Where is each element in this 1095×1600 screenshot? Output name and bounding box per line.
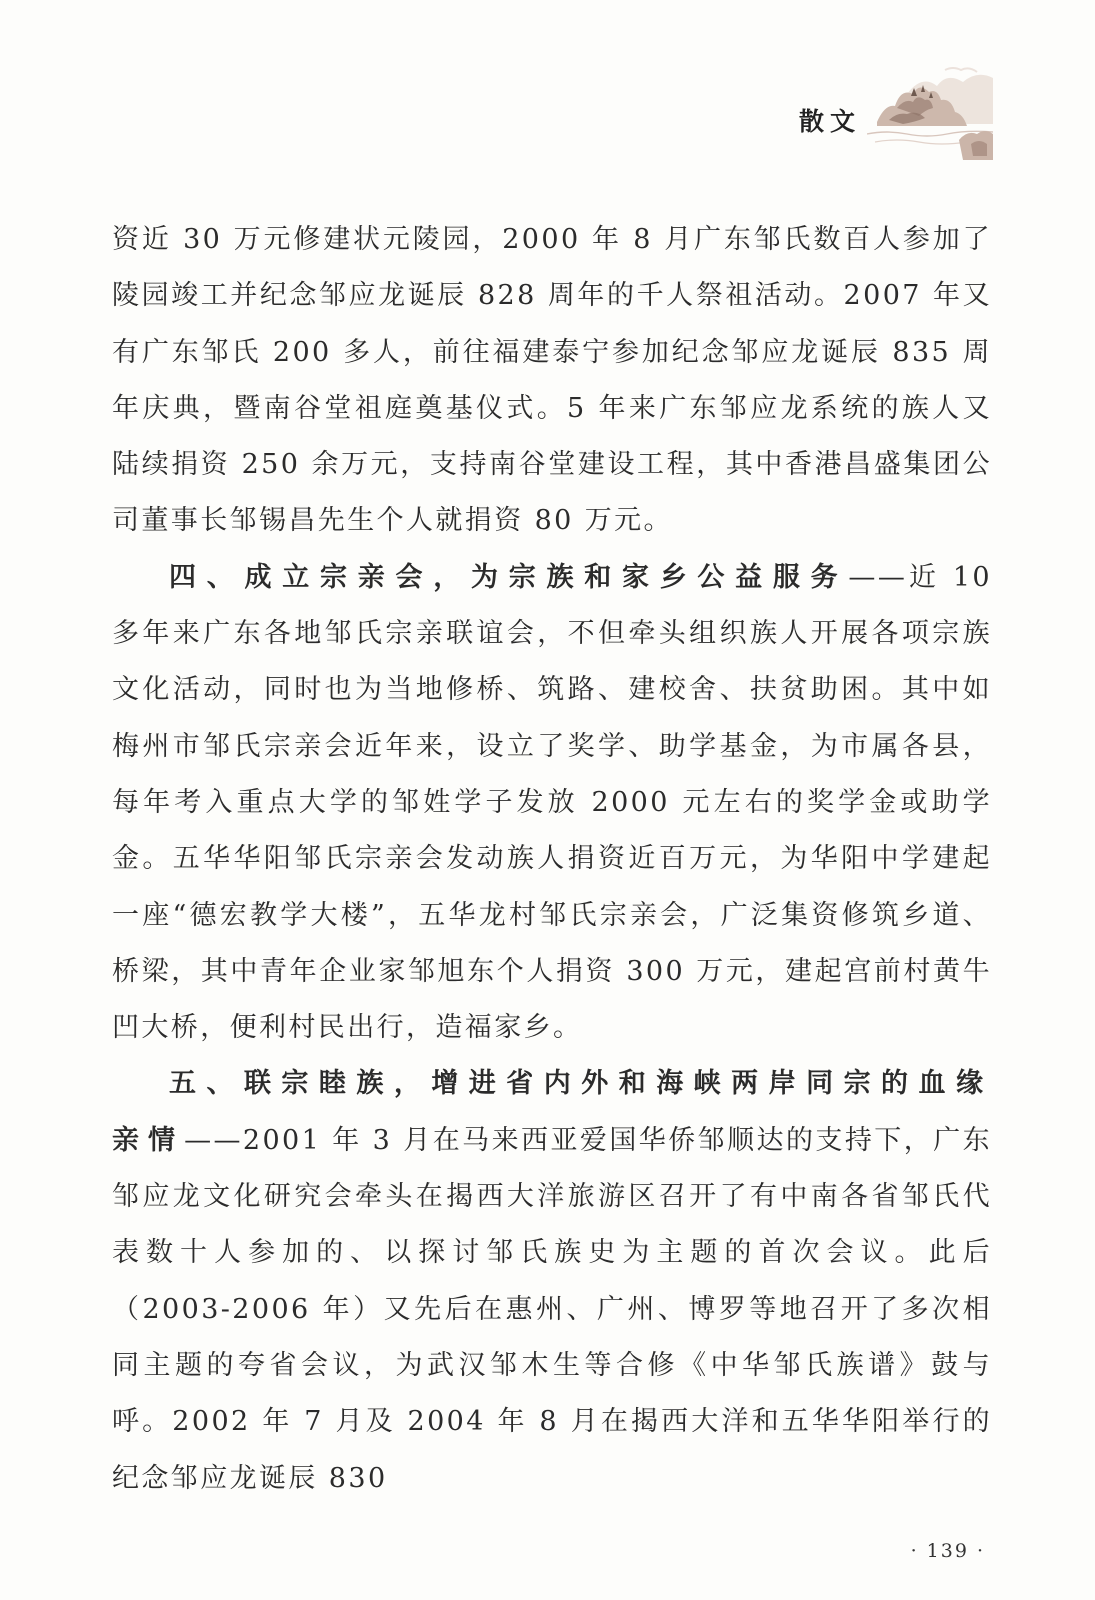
page-number: · 139 · <box>910 1540 985 1562</box>
paragraph-heading: 四、成立宗亲会，为宗族和家乡公益服务 <box>169 561 849 593</box>
paragraph-item-4 <box>112 550 992 1057</box>
paragraph-text: ——近 10 多年来广东各地邹氏宗亲联谊会，不但牵头组织族人开展各项宗族文化活动，同时也为当地修桥、筑路、建校舍、扶贫助困。其中如梅州市邹氏宗亲会近年来，设立了奖学、助学基金，为市属各县，每年考入重点大学的邹姓学子发放 2000 元左右的奖学金或助学金。五华华阳邹氏宗亲会发动族人捐资近百万元，为华阳中学建起一座“德宏教学大楼”，五华龙村邹氏宗亲会，广泛集资修筑乡道、桥梁，其中青年企业家邹旭东个人捐资 300 万元，建起宫前村黄牛凹大桥，便利村民出行，造福家乡。 <box>112 561 992 1044</box>
paragraph-item-5 <box>112 1056 992 1506</box>
paragraph-text: ——2001 年 3 月在马来西亚爱国华侨邹顺达的支持下，广东邹应龙文化研究会牵头在揭西大洋旅游区召开了有中南各省邹氏代表数十人参加的、以探讨邹氏族史为主题的首次会议。此后（2003-2006 年）又先后在惠州、广州、博罗等地召开了多次相同主题的夸省会议，为武汉邹木生等合修《中华邹氏族谱》鼓与呼。2002 年 7 月及 2004 年 8 月在揭西大洋和五华华阳举行的纪念邹应龙诞辰 830 <box>112 1124 992 1494</box>
section-title: 散文 <box>798 107 861 136</box>
paragraph-text: 资近 30 万元修建状元陵园，2000 年 8 月广东邹氏数百人参加了陵园竣工并纪念邹应龙诞辰 828 周年的千人祭祖活动。2007 年又有广东邹氏 200 多人，前往福建泰宁参加纪念邹应龙诞辰 835 周年庆典，暨南谷堂祖庭奠基仪式。5 年来广东邹应龙系统的族人又陆续捐资 250 余万元，支持南谷堂建设工程，其中香港昌盛集团公司董事长邹锡昌先生个人就捐资 80 万元。 <box>112 224 992 537</box>
paragraph-heading: 五、联宗睦族，增进省内外和海峡两岸同宗的血缘亲情 <box>112 1068 992 1156</box>
paragraph-continuation <box>112 212 992 550</box>
article-body <box>112 212 992 1507</box>
page-header <box>791 64 991 164</box>
landscape-painting-icon <box>867 64 993 160</box>
